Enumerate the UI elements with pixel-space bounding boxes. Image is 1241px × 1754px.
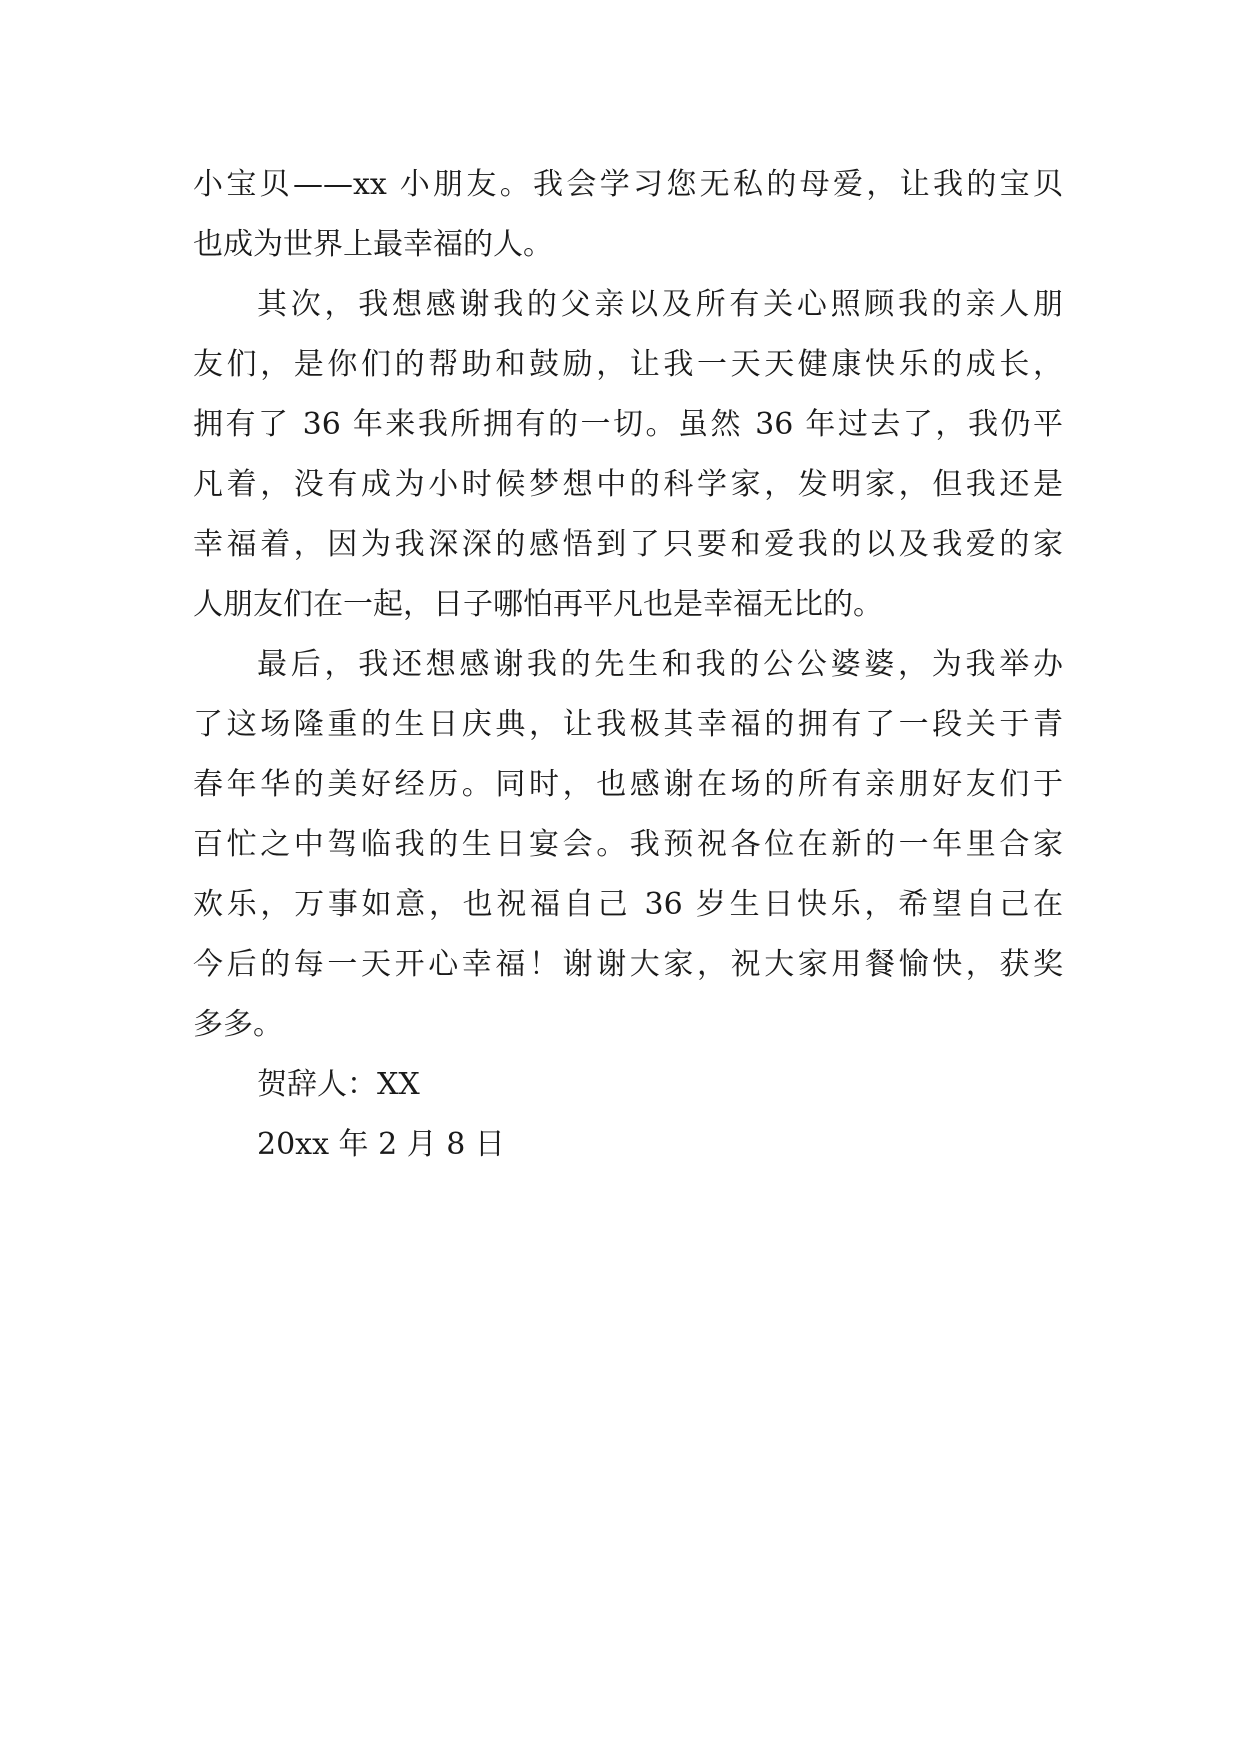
text-line: 小宝贝——xx 小朋友。我会学习您无私的母爱，让我的宝贝 bbox=[193, 167, 1063, 202]
text-line: 欢乐，万事如意，也祝福自己 36 岁生日快乐，希望自己在 bbox=[193, 887, 1063, 922]
text-line: 幸福着，因为我深深的感悟到了只要和爱我的以及我爱的家 bbox=[193, 527, 1063, 562]
document-body bbox=[193, 155, 1063, 1175]
text-line: 其次，我想感谢我的父亲以及所有关心照顾我的亲人朋 bbox=[257, 287, 1063, 322]
paragraph-3 bbox=[193, 635, 1063, 1055]
text-line: 也成为世界上最幸福的人。 bbox=[193, 227, 553, 262]
text-line: 最后，我还想感谢我的先生和我的公公婆婆，为我举办 bbox=[257, 647, 1063, 682]
text-line: 了这场隆重的生日庆典，让我极其幸福的拥有了一段关于青 bbox=[193, 707, 1063, 742]
text-line: 百忙之中驾临我的生日宴会。我预祝各位在新的一年里合家 bbox=[193, 827, 1063, 862]
text-line: 拥有了 36 年来我所拥有的一切。虽然 36 年过去了，我仍平 bbox=[193, 407, 1063, 442]
text-line: 今后的每一天开心幸福！谢谢大家，祝大家用餐愉快，获奖 bbox=[193, 947, 1063, 982]
text-line: 友们，是你们的帮助和鼓励，让我一天天健康快乐的成长， bbox=[193, 347, 1063, 382]
text-line: 人朋友们在一起，日子哪怕再平凡也是幸福无比的。 bbox=[193, 587, 883, 622]
text-line: 凡着，没有成为小时候梦想中的科学家，发明家，但我还是 bbox=[193, 467, 1063, 502]
date-line: 20xx 年 2 月 8 日 bbox=[257, 1127, 505, 1162]
text-line: 多多。 bbox=[193, 1007, 283, 1042]
text-line: 春年华的美好经历。同时，也感谢在场的所有亲朋好友们于 bbox=[193, 767, 1063, 802]
paragraph-2 bbox=[193, 275, 1063, 635]
signature-line: 贺辞人：XX bbox=[257, 1067, 420, 1102]
paragraph-1 bbox=[193, 155, 1063, 275]
